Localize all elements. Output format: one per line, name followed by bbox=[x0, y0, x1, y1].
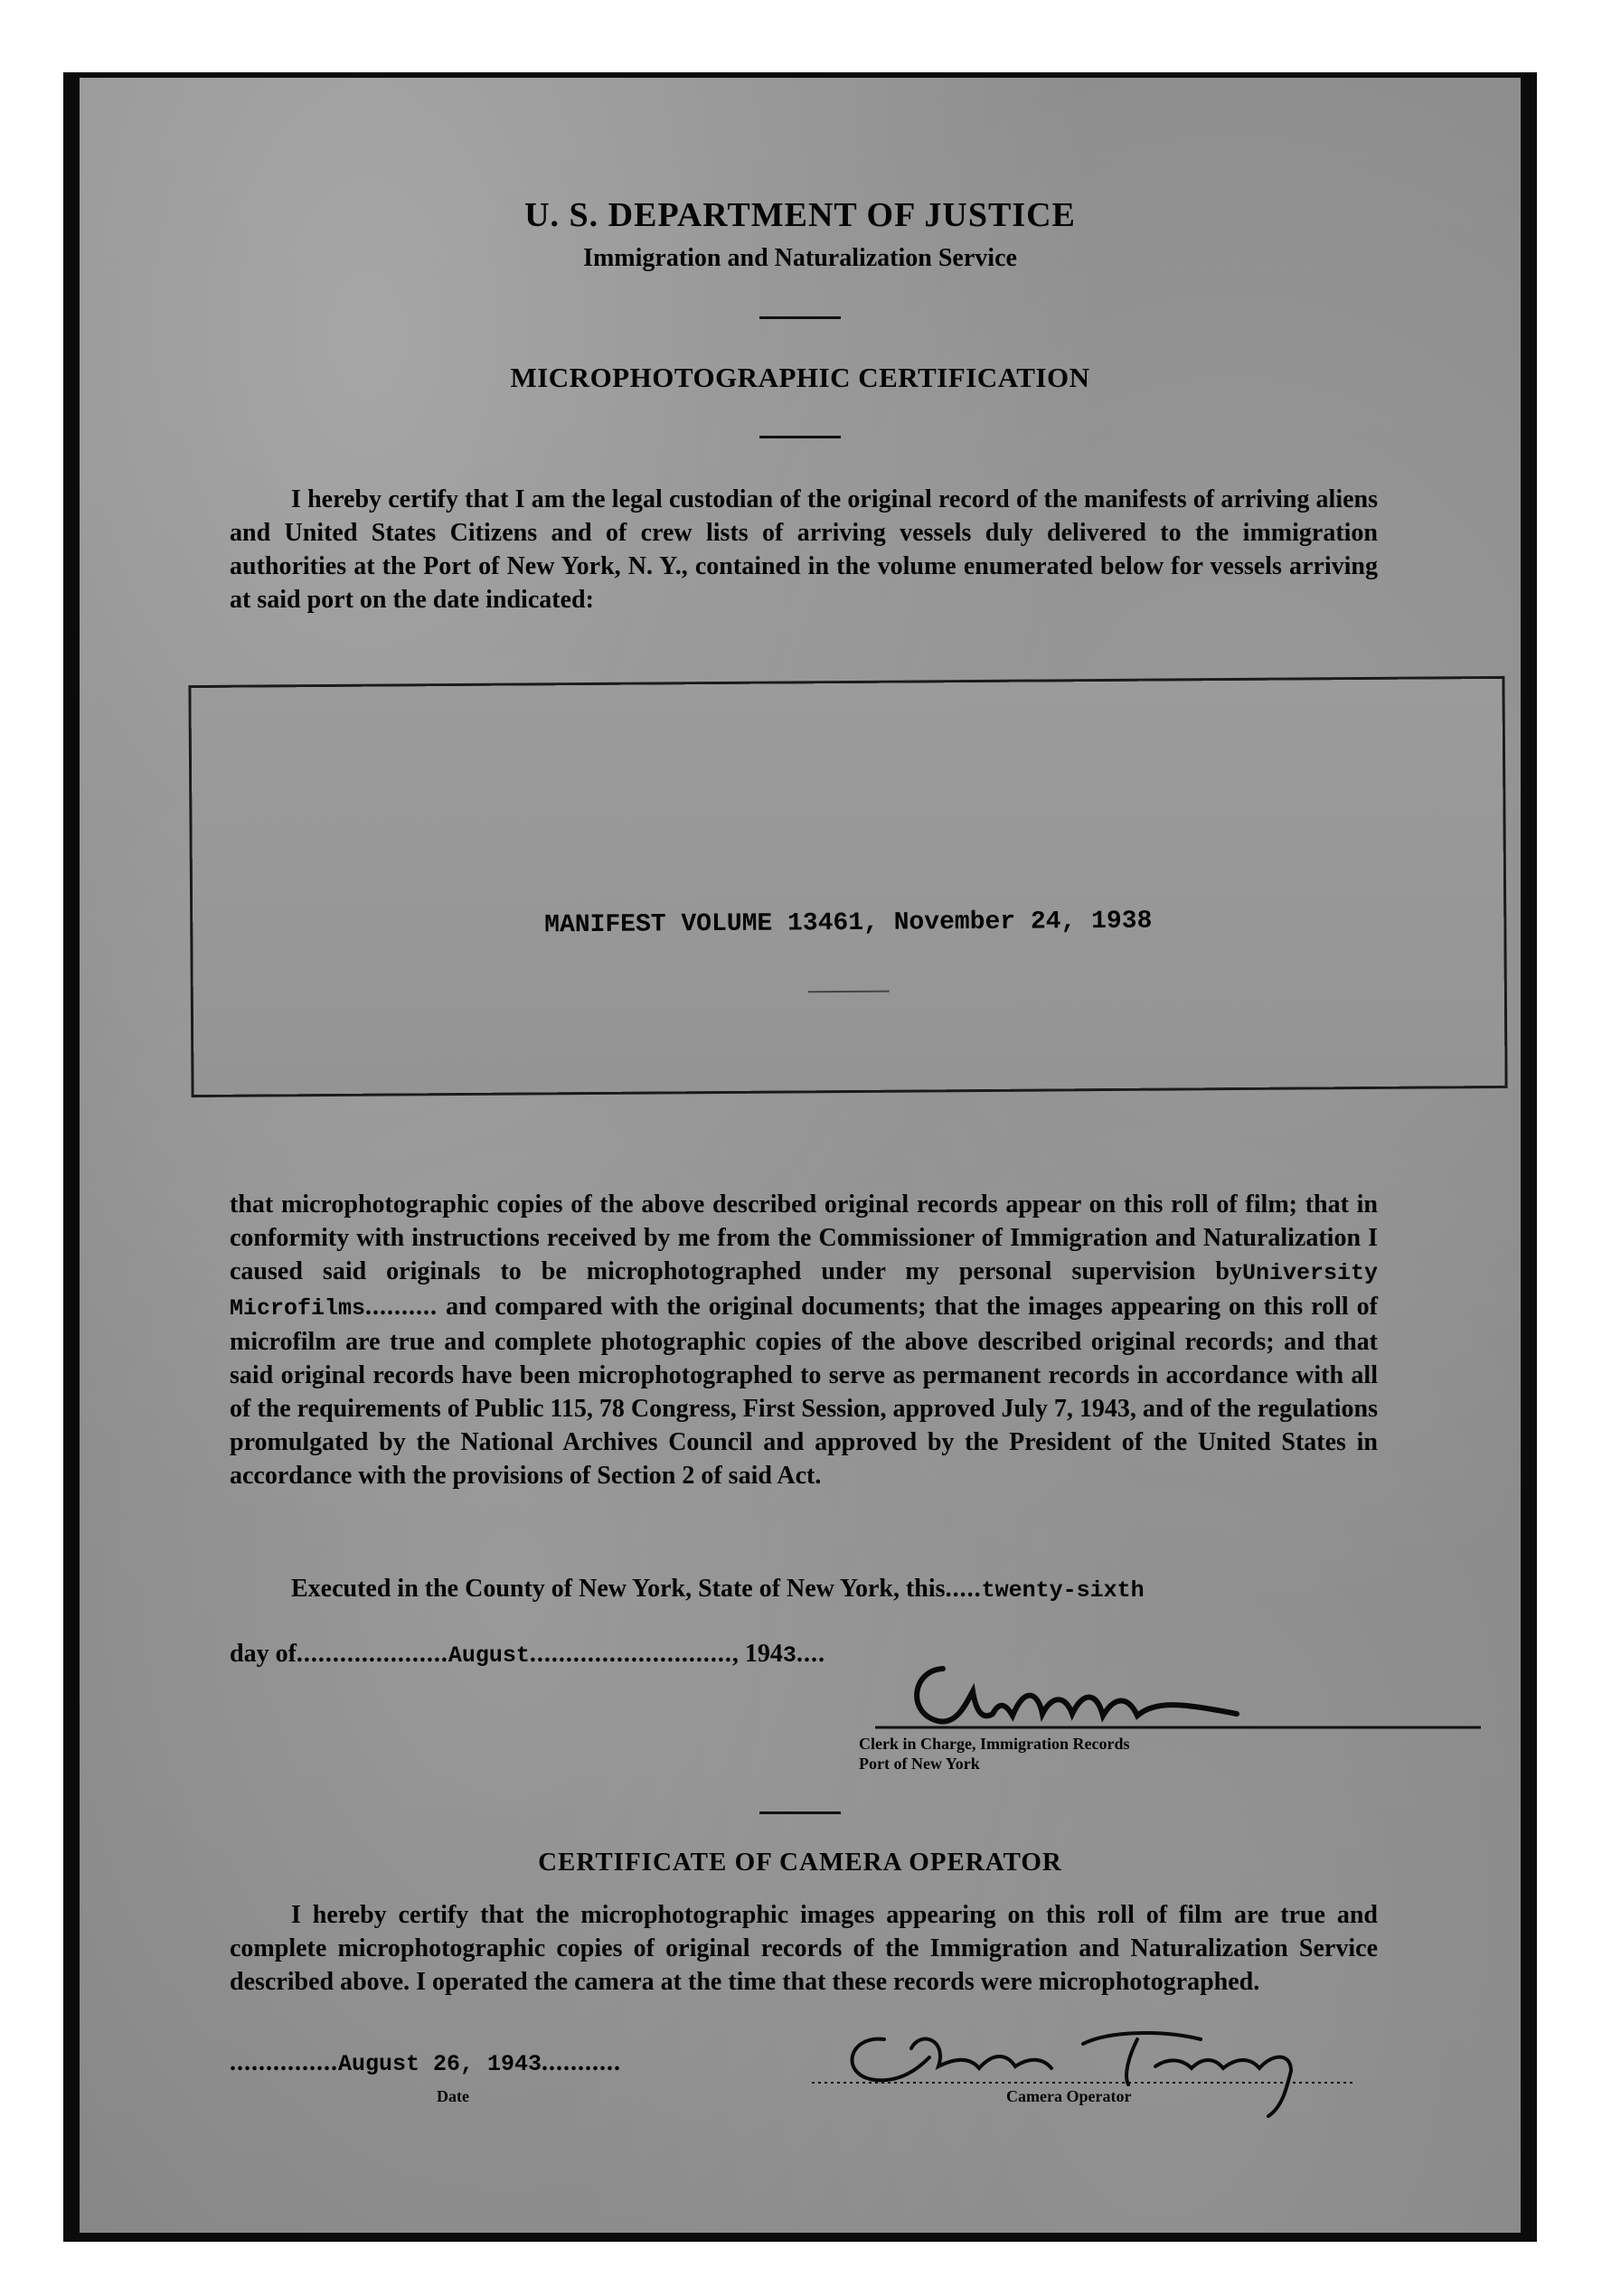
department-heading: U. S. DEPARTMENT OF JUSTICE bbox=[524, 196, 1076, 234]
day-of-label: day of bbox=[230, 1640, 297, 1668]
fill-dots: ..... bbox=[945, 1575, 982, 1603]
certification-body-part1: that microphotographic copies of the above described original records appear on this roll of film; that in conformity with instructions received by me from the Commissioner of Immigration and Naturalization I caused said originals to be microphotographed under my personal supervision by bbox=[230, 1190, 1378, 1285]
fill-dots: ..................... bbox=[296, 1640, 448, 1668]
executed-line bbox=[291, 1575, 1145, 1604]
clerk-signature bbox=[857, 1651, 1490, 1741]
fill-dots: .... bbox=[796, 1640, 825, 1668]
certification-body bbox=[230, 1188, 1378, 1492]
day-of-line bbox=[230, 1640, 825, 1669]
clerk-title-line2: Port of New York bbox=[859, 1755, 980, 1773]
executed-text: Executed in the County of New York, State of New York, this bbox=[291, 1575, 946, 1603]
year-prefix: , 194 bbox=[731, 1640, 783, 1668]
divider bbox=[759, 316, 841, 319]
executed-month-value: August bbox=[448, 1642, 530, 1669]
fill-dots: ............... bbox=[230, 2048, 338, 2076]
camera-operator-label: Camera Operator bbox=[1006, 2087, 1132, 2105]
custodian-statement: I hereby certify that I am the legal custodian of the original record of the manifests of arriving aliens and United States Citizens and of crew lists of arriving vessels duly delivered to the immigration authorities at the Port of New York, N. Y., contained in the volume enumerated below for vessels arriving at said port on the date indicated: bbox=[230, 485, 1378, 614]
certification-title: MICROPHOTOGRAPHIC CERTIFICATION bbox=[510, 362, 1090, 393]
fill-dots: ............................ bbox=[529, 1640, 732, 1668]
filmed-by-value: University Microfilms bbox=[230, 1260, 1378, 1322]
divider bbox=[759, 1811, 841, 1814]
certificate-page bbox=[80, 78, 1521, 2233]
operator-date-value: August 26, 1943 bbox=[338, 2051, 542, 2077]
executed-day-value: twenty-sixth bbox=[981, 1577, 1145, 1604]
manifest-volume-label: MANIFEST VOLUME 13461, November 24, 1938 bbox=[544, 907, 1153, 940]
certification-body-part2: and compared with the original documents; that the images appearing on this roll of microfilm are true and complete photographic copies of the above described original records; and that said original records have been microphotographed to serve as permanent records in accordance with all of the requirements of Public 115, 78 Congress, First Session, approved July 7, 1943, and of the regulations promulgated by the National Archives Council and approved by the President of the United States in accordance with the provisions of Section 2 of said Act. bbox=[230, 1293, 1379, 1490]
camera-operator-title: CERTIFICATE OF CAMERA OPERATOR bbox=[538, 1848, 1062, 1877]
fill-dots: .......... bbox=[365, 1293, 438, 1321]
fill-dots: ........... bbox=[542, 2048, 622, 2076]
clerk-title-line1: Clerk in Charge, Immigration Records bbox=[859, 1735, 1130, 1753]
date-label: Date bbox=[437, 2087, 469, 2105]
operator-date-line bbox=[230, 2048, 621, 2077]
divider bbox=[759, 436, 841, 438]
clerk-title bbox=[859, 1734, 1129, 1774]
service-subheading: Immigration and Naturalization Service bbox=[583, 244, 1017, 272]
volume-slip bbox=[191, 679, 1504, 1095]
divider bbox=[808, 991, 890, 993]
year-suffix: 3 bbox=[782, 1642, 796, 1669]
camera-operator-statement: I hereby certify that the microphotographic images appearing on this roll of film are true and complete microphotographic copies of original records of the Immigration and Naturalization Service described above. I operated the camera at the time that these records were microphotographed. bbox=[230, 1901, 1378, 1996]
